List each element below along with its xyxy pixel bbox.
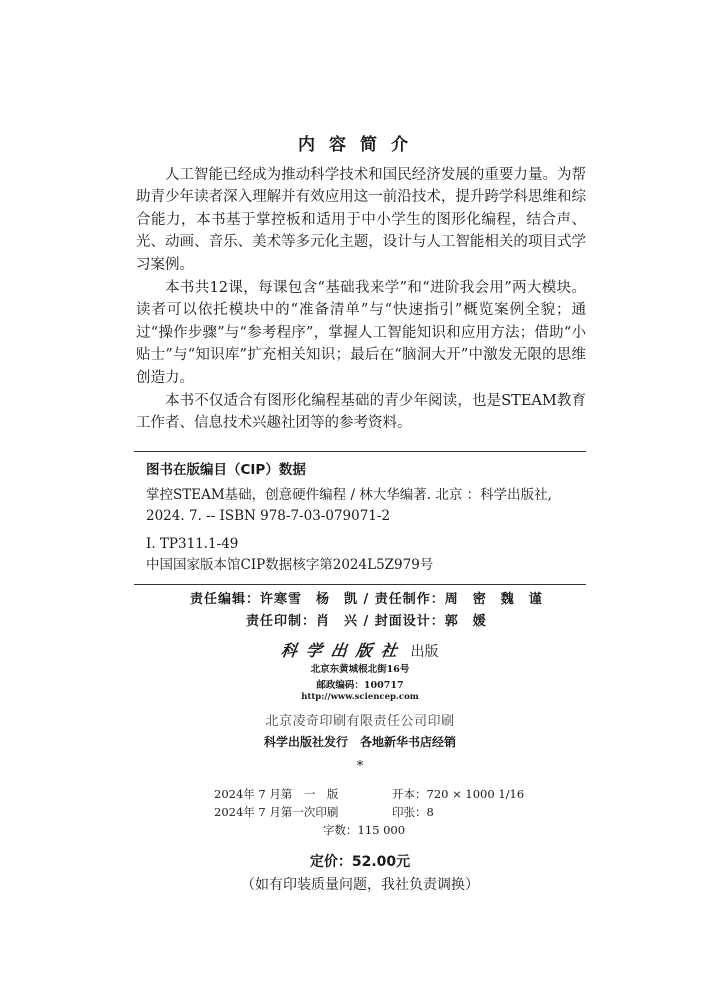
summary-body (136, 164, 586, 436)
publisher-zip: 邮政编码：100717 (316, 680, 404, 691)
summary-paragraph-2: 本书共12课，每课包含“基础我来学”和“进阶我会用”两大模块。读者可以依托模块中的“准备清单”与“快速指引”概览案例全貌；通过“操作步骤”与“参考程序”，掌握人工智能知识和应用方法；借助“小贴士”与“知识库”扩充相关知识；最后在“脑洞大开”中激发无限的思维创造力。 (136, 280, 586, 386)
summary-title: 内容简介 (298, 135, 422, 155)
cip-title: 图书在版编目（CIP）数据 (146, 462, 306, 478)
publisher-address: 北京东黄城根北街16号 (310, 664, 410, 675)
summary-paragraph-3: 本书不仅适合有图形化编程基础的青少年阅读，也是STEAM教育工作者、信息技术兴趣社团等的参考资料。 (136, 393, 586, 432)
cip-block (134, 451, 586, 585)
publisher-line (0, 638, 720, 661)
print-sheets: 印张：8 (392, 805, 434, 819)
cip-line-4: 中国国家版本馆CIP数据核字第2024L5Z979号 (146, 557, 434, 573)
cip-line-3: Ⅰ. TP311.1-49 (146, 535, 239, 552)
quality-note: （如有印装质量问题，我社负责调换） (241, 877, 479, 893)
publisher-suffix: 出版 (410, 644, 439, 660)
first-print: 2024年 7 月第一次印刷 (214, 805, 339, 819)
publisher-logo: 科学出版社 (280, 641, 408, 660)
first-edition: 2024年 7 月第 一 版 (214, 787, 339, 801)
publisher-url: http://www.sciencep.com (301, 692, 419, 702)
summary-paragraph-1: 人工智能已经成为推动科学技术和国民经济发展的重要力量。为帮助青少年读者深入理解并有效应用这一前沿技术，提升跨学科思维和综合能力，本书基于掌控板和适用于中小学生的图形化编程，结合声、光、动画、音乐、美术等多元化主题，设计与人工智能相关的项目式学习案例。 (136, 167, 586, 273)
cip-line-1: 掌控STEAM基础，创意硬件编程 / 林大华编著. 北京 ：科学出版社, (146, 486, 552, 503)
price: 定价：52.00元 (309, 854, 411, 870)
separator-star: * (356, 759, 364, 774)
book-format: 开本：720 × 1000 1/16 (392, 787, 525, 801)
credits-print-design: 责任印制：肖 兴 / 封面设计：郭 媛 (246, 614, 487, 629)
distribution: 科学出版社发行 各地新华书店经销 (263, 735, 456, 749)
credits-editors: 责任编辑：许寒雪 杨 凯 / 责任制作：周 密 魏 谨 (190, 592, 543, 607)
word-count: 字数：115 000 (323, 823, 406, 837)
printer: 北京凌奇印刷有限责任公司印刷 (265, 714, 455, 729)
cip-line-2: 2024. 7. -- ISBN 978-7-03-079071-2 (146, 508, 391, 524)
